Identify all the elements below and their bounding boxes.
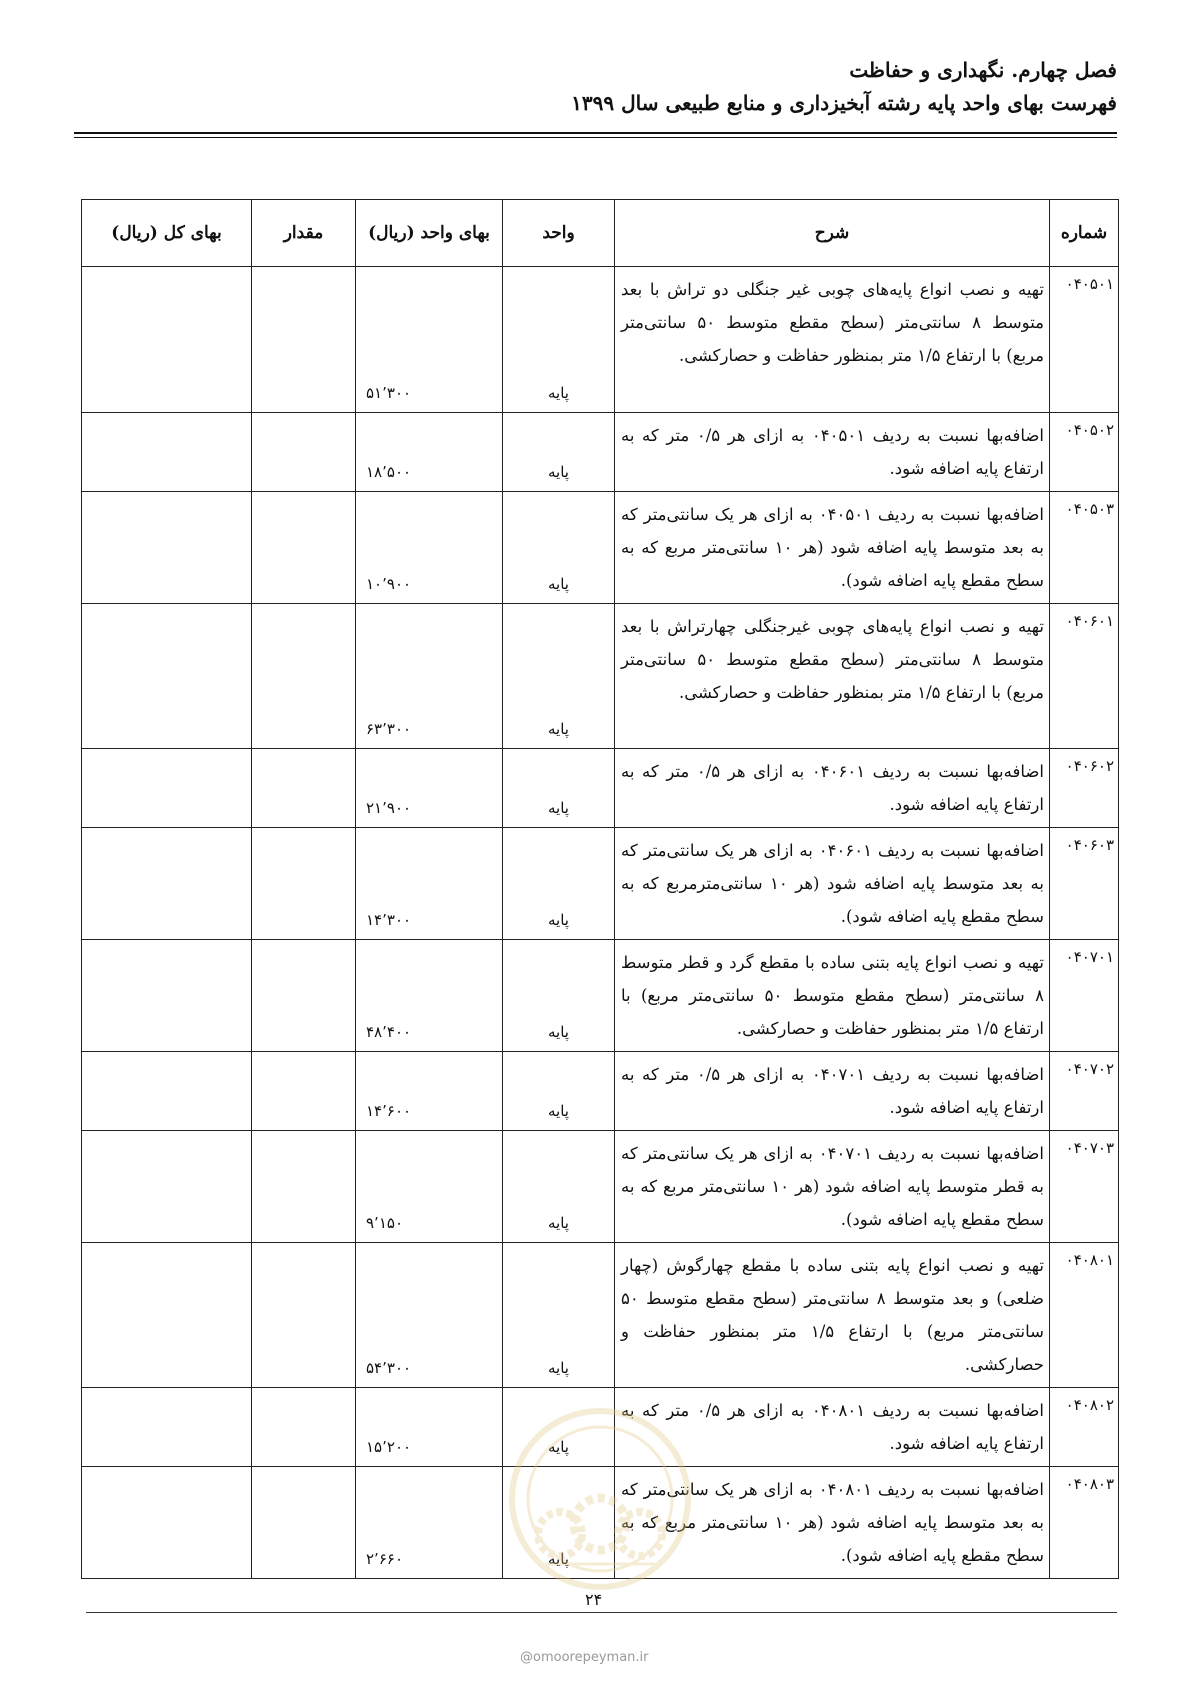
row-quantity[interactable] [252,1467,356,1579]
row-quantity[interactable] [252,413,356,492]
row-quantity[interactable] [252,749,356,828]
table-row [82,940,1119,1052]
row-code: ۰۴۰۵۰۲ [1050,413,1119,492]
price-table [81,199,1119,1579]
row-total[interactable] [82,1243,252,1388]
row-total[interactable] [82,749,252,828]
row-description: تهیه و نصب انواع پایه بتنی ساده با مقطع چهارگوش (چهار ضلعی) و بعد متوسط ۸ سانتی‌متر (سطح مقطع متوسط ۵۰ سانتی‌متر مربع) با ارتفاع ۱/۵ متر بمنظور حفاظت و حصارکشی. [615,1243,1050,1388]
site-watermark: @omoorepeyman.ir [520,1650,649,1665]
col-header-desc: شرح [615,200,1050,267]
row-description: اضافه‌بها نسبت به ردیف ۰۴۰۸۰۱ به ازای هر ۰/۵ متر که به ارتفاع پایه اضافه شود. [615,1388,1050,1467]
row-quantity[interactable] [252,1052,356,1131]
row-quantity[interactable] [252,1243,356,1388]
row-description: اضافه‌بها نسبت به ردیف ۰۴۰۵۰۱ به ازای هر یک سانتی‌متر که به بعد متوسط پایه اضافه شود (هر ۱۰ سانتی‌متر مربع که به سطح مقطع پایه اضافه شود). [615,492,1050,604]
table-row [82,492,1119,604]
row-code: ۰۴۰۶۰۱ [1050,604,1119,749]
header-rule-thin [74,137,1117,138]
row-code: ۰۴۰۸۰۳ [1050,1467,1119,1579]
row-total[interactable] [82,1467,252,1579]
row-total[interactable] [82,1388,252,1467]
row-description: اضافه‌بها نسبت به ردیف ۰۴۰۶۰۱ به ازای هر ۰/۵ متر که به ارتفاع پایه اضافه شود. [615,749,1050,828]
row-description: تهیه و نصب انواع پایه‌های چوبی غیرجنگلی چهارتراش با بعد متوسط ۸ سانتی‌متر (سطح مقطع متوسط ۵۰ سانتی‌متر مربع) با ارتفاع ۱/۵ متر بمنظور حفاظت و حصارکشی. [615,604,1050,749]
col-header-unit-price: بهای واحد (ریال) [356,200,503,267]
row-description: اضافه‌بها نسبت به ردیف ۰۴۰۸۰۱ به ازای هر یک سانتی‌متر که به بعد متوسط پایه اضافه شود (هر ۱۰ سانتی‌متر مربع که به سطح مقطع پایه اضافه شود). [615,1467,1050,1579]
row-unit: پایه [503,1131,615,1243]
row-total[interactable] [82,492,252,604]
gear-seal-icon [505,1404,695,1594]
row-unit-price: ۵۱٬۳۰۰ [356,267,503,413]
chapter-title: فصل چهارم. نگهداری و حفاظت [849,58,1117,82]
row-total[interactable] [82,1131,252,1243]
table-row [82,604,1119,749]
table-row [82,1131,1119,1243]
footer-rule [86,1612,1117,1613]
row-description: اضافه‌بها نسبت به ردیف ۰۴۰۵۰۱ به ازای هر ۰/۵ متر که به ارتفاع پایه اضافه شود. [615,413,1050,492]
row-description: اضافه‌بها نسبت به ردیف ۰۴۰۷۰۱ به ازای هر یک سانتی‌متر که به قطر متوسط پایه اضافه شود (هر ۱۰ سانتی‌متر مربع که به سطح مقطع پایه اضافه شود). [615,1131,1050,1243]
row-unit: پایه [503,749,615,828]
table-row [82,828,1119,940]
row-code: ۰۴۰۵۰۳ [1050,492,1119,604]
row-unit: پایه [503,828,615,940]
table-row [82,749,1119,828]
row-quantity[interactable] [252,1131,356,1243]
table-row [82,267,1119,413]
table-row [82,413,1119,492]
row-unit-price: ۲۱٬۹۰۰ [356,749,503,828]
row-total[interactable] [82,828,252,940]
row-quantity[interactable] [252,940,356,1052]
row-code: ۰۴۰۸۰۲ [1050,1388,1119,1467]
row-quantity[interactable] [252,604,356,749]
table-row [82,1243,1119,1388]
row-unit: پایه [503,940,615,1052]
row-total[interactable] [82,604,252,749]
row-description: تهیه و نصب انواع پایه‌های چوبی غیر جنگلی دو تراش با بعد متوسط ۸ سانتی‌متر (سطح مقطع متوسط ۵۰ سانتی‌متر مربع) با ارتفاع ۱/۵ متر بمنظور حفاظت و حصارکشی. [615,267,1050,413]
row-code: ۰۴۰۷۰۱ [1050,940,1119,1052]
table-row [82,1052,1119,1131]
row-unit-price: ۵۴٬۳۰۰ [356,1243,503,1388]
row-unit-price: ۱۰٬۹۰۰ [356,492,503,604]
page-number: ۲۴ [585,1590,603,1609]
row-total[interactable] [82,267,252,413]
row-code: ۰۴۰۷۰۳ [1050,1131,1119,1243]
row-unit: پایه [503,604,615,749]
col-header-total: بهای کل (ریال) [82,200,252,267]
row-quantity[interactable] [252,1388,356,1467]
row-description: اضافه‌بها نسبت به ردیف ۰۴۰۷۰۱ به ازای هر ۰/۵ متر که به ارتفاع پایه اضافه شود. [615,1052,1050,1131]
row-unit-price: ۱۵٬۲۰۰ [356,1388,503,1467]
row-unit-price: ۴۸٬۴۰۰ [356,940,503,1052]
row-quantity[interactable] [252,828,356,940]
row-unit: پایه [503,1467,615,1579]
row-unit-price: ۲٬۶۶۰ [356,1467,503,1579]
header-rule-thick [74,132,1117,134]
row-code: ۰۴۰۶۰۲ [1050,749,1119,828]
row-unit: پایه [503,413,615,492]
row-unit: پایه [503,267,615,413]
page-header [571,58,1117,115]
document-subtitle: فهرست بهای واحد پایه رشته آبخیزداری و منابع طبیعی سال ۱۳۹۹ [571,91,1117,115]
row-unit: پایه [503,492,615,604]
col-header-code: شماره [1050,200,1119,267]
table-header-row [82,200,1119,267]
row-unit-price: ۱۴٬۳۰۰ [356,828,503,940]
row-code: ۰۴۰۵۰۱ [1050,267,1119,413]
row-code: ۰۴۰۸۰۱ [1050,1243,1119,1388]
col-header-quantity: مقدار [252,200,356,267]
row-unit-price: ۹٬۱۵۰ [356,1131,503,1243]
col-header-unit: واحد [503,200,615,267]
row-total[interactable] [82,940,252,1052]
row-unit: پایه [503,1243,615,1388]
row-unit: پایه [503,1388,615,1467]
row-unit-price: ۶۳٬۳۰۰ [356,604,503,749]
row-unit: پایه [503,1052,615,1131]
row-description: اضافه‌بها نسبت به ردیف ۰۴۰۶۰۱ به ازای هر یک سانتی‌متر که به بعد متوسط پایه اضافه شود (هر ۱۰ سانتی‌مترمربع که به سطح مقطع پایه اضافه شود). [615,828,1050,940]
row-total[interactable] [82,413,252,492]
row-code: ۰۴۰۷۰۲ [1050,1052,1119,1131]
row-unit-price: ۱۸٬۵۰۰ [356,413,503,492]
row-quantity[interactable] [252,267,356,413]
row-quantity[interactable] [252,492,356,604]
row-code: ۰۴۰۶۰۳ [1050,828,1119,940]
row-description: تهیه و نصب انواع پایه بتنی ساده با مقطع گرد و قطر متوسط ۸ سانتی‌متر (سطح مقطع متوسط ۵۰ سانتی‌متر مربع) با ارتفاع ۱/۵ متر بمنظور حفاظت و حصارکشی. [615,940,1050,1052]
row-total[interactable] [82,1052,252,1131]
row-unit-price: ۱۴٬۶۰۰ [356,1052,503,1131]
